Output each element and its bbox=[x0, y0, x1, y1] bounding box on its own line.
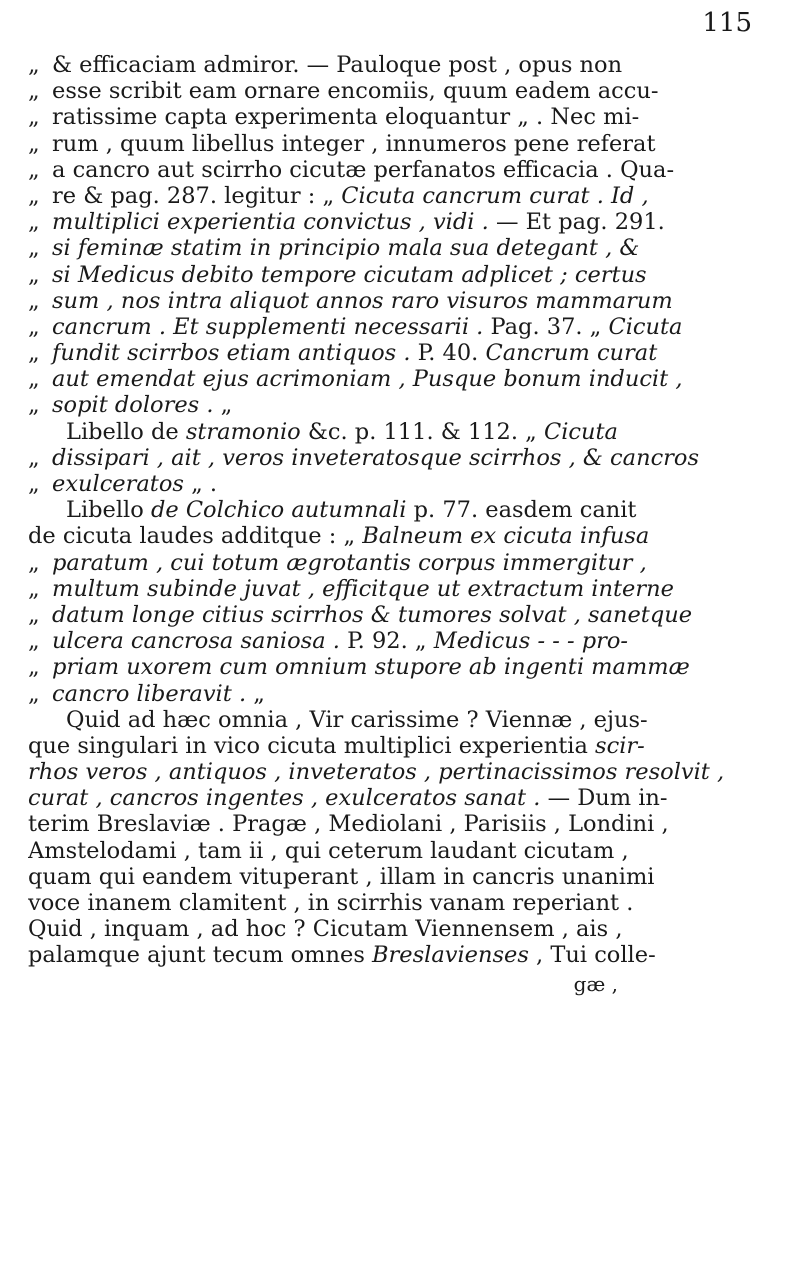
roman-text: „ bbox=[220, 392, 233, 419]
catchword: gæ , bbox=[573, 972, 618, 996]
italic-text: si Medicus debito tempore cicutam adplicet ; certus bbox=[52, 261, 647, 288]
italic-text: ulcera cancrosa saniosa . bbox=[52, 628, 348, 655]
roman-text: rum , quum libellus integer , innumeros pene referat bbox=[52, 130, 656, 157]
text-line bbox=[28, 314, 788, 340]
roman-text: palamque ajunt tecum omnes bbox=[28, 942, 373, 969]
italic-text: de Colchico autumnali bbox=[150, 497, 407, 524]
italic-text: Cicuta bbox=[608, 313, 683, 340]
text-line bbox=[28, 942, 788, 968]
page-number: 115 bbox=[702, 8, 752, 38]
quotation-mark: „ bbox=[28, 340, 40, 367]
text-line bbox=[28, 183, 788, 209]
quotation-mark: „ bbox=[28, 235, 40, 262]
roman-text: que singulari in vico cicuta multiplici experientia bbox=[28, 732, 596, 759]
text-line bbox=[28, 157, 788, 183]
roman-text: Libello de bbox=[66, 418, 186, 445]
text-line bbox=[28, 602, 788, 628]
quotation-mark: „ bbox=[28, 549, 40, 576]
text-line bbox=[28, 288, 788, 314]
text-line bbox=[28, 890, 788, 916]
roman-text: terim Breslaviæ . Pragæ , Mediolani , Parisiis , Londini , bbox=[28, 811, 669, 838]
text-line bbox=[28, 392, 788, 418]
quotation-mark: „ bbox=[28, 366, 40, 393]
quotation-mark: „ bbox=[28, 444, 40, 471]
italic-text: fundit scirrbos etiam antiquos . bbox=[52, 340, 418, 367]
quotation-mark: „ bbox=[28, 575, 40, 602]
text-line bbox=[28, 576, 788, 602]
text-line bbox=[28, 628, 788, 654]
italic-text: dissipari , ait , veros inveteratosque scirrhos , & cancros bbox=[52, 444, 700, 471]
roman-text: Pag. 37. „ bbox=[490, 313, 609, 340]
text-line bbox=[28, 838, 788, 864]
text-line bbox=[28, 916, 788, 942]
italic-text: Cicuta bbox=[543, 418, 618, 445]
roman-text: — Et pag. 291. bbox=[495, 209, 665, 236]
roman-text: de cicuta laudes additque : „ bbox=[28, 523, 363, 550]
italic-text: aut emendat ejus acrimoniam , Pusque bonum inducit , bbox=[52, 366, 683, 393]
text-line bbox=[28, 811, 788, 837]
text-line bbox=[28, 262, 788, 288]
text-line bbox=[28, 654, 788, 680]
roman-text: Amstelodami , tam ii , qui ceterum laudant cicutam , bbox=[28, 837, 629, 864]
italic-text: Medicus - - - pro- bbox=[433, 628, 629, 655]
italic-text: sum , nos intra aliquot annos raro visuros mammarum bbox=[52, 287, 673, 314]
roman-text: „ bbox=[253, 680, 265, 707]
roman-text: Libello bbox=[66, 497, 151, 524]
quotation-mark: „ bbox=[28, 680, 40, 707]
text-line bbox=[28, 104, 788, 130]
roman-text: & efficaciam admiror. — Pauloque post , opus non bbox=[52, 52, 623, 78]
italic-text: Cicuta cancrum curat . Id , bbox=[341, 182, 649, 209]
text-line bbox=[28, 131, 788, 157]
italic-text: rhos veros , antiquos , inveteratos , pertinacissimos resolvit , bbox=[28, 759, 725, 786]
roman-text: voce inanem clamitent , in scirrhis vanam reperiant . bbox=[28, 890, 634, 916]
quotation-mark: „ bbox=[28, 261, 40, 288]
quotation-mark: „ bbox=[28, 628, 40, 655]
text-line bbox=[28, 78, 788, 104]
quotation-mark: „ bbox=[28, 78, 40, 105]
text-line bbox=[28, 366, 788, 392]
italic-text: si feminæ statim in principio mala sua detegant , & bbox=[52, 235, 640, 262]
roman-text: re & pag. 287. legitur : „ bbox=[52, 182, 342, 209]
quotation-mark: „ bbox=[28, 392, 40, 419]
text-line bbox=[28, 759, 788, 785]
text-line bbox=[28, 681, 788, 707]
text-line bbox=[28, 864, 788, 890]
text-line bbox=[28, 419, 788, 445]
italic-text: multum subinde juvat , efficitque ut extractum interne bbox=[52, 575, 674, 602]
text-line bbox=[28, 497, 788, 523]
quotation-mark: „ bbox=[28, 654, 40, 681]
italic-text: datum longe citius scirrhos & tumores solvat , sanetque bbox=[52, 601, 693, 628]
italic-text: Breslavienses bbox=[372, 942, 529, 969]
text-line bbox=[28, 523, 788, 549]
quotation-mark: „ bbox=[28, 182, 40, 209]
quotation-mark: „ bbox=[28, 156, 40, 183]
italic-text: Balneum ex cicuta infusa bbox=[362, 523, 650, 550]
roman-text: ratissime capta experimenta eloquantur „ . Nec mi- bbox=[52, 104, 640, 131]
italic-text: Cancrum curat bbox=[485, 340, 658, 367]
italic-text: sopit dolores . bbox=[52, 392, 221, 419]
roman-text: &c. p. 111. & 112. „ bbox=[300, 418, 544, 445]
roman-text: P. 40. bbox=[417, 340, 486, 367]
quotation-mark: „ bbox=[28, 52, 40, 78]
quotation-mark: „ bbox=[28, 471, 40, 497]
roman-text: P. 92. „ bbox=[347, 628, 434, 655]
quotation-mark: „ bbox=[28, 130, 40, 157]
italic-text: priam uxorem cum omnium stupore ab ingenti mammæ bbox=[52, 654, 690, 681]
text-line bbox=[28, 785, 788, 811]
quotation-mark: „ bbox=[28, 209, 40, 236]
italic-text: paratum , cui totum ægrotantis corpus immergitur , bbox=[52, 549, 647, 576]
text-line bbox=[28, 52, 788, 78]
roman-text: , Tui colle- bbox=[528, 942, 656, 969]
italic-text: cancrum . Et supplementi necessarii . bbox=[52, 313, 491, 340]
italic-text: cancro liberavit . bbox=[52, 680, 254, 707]
text-line bbox=[28, 471, 788, 497]
italic-text: multiplici experientia convictus , vidi . bbox=[52, 209, 496, 236]
text-line bbox=[28, 235, 788, 261]
roman-text: „ . bbox=[191, 471, 218, 497]
text-line bbox=[28, 445, 788, 471]
italic-text: exulceratos bbox=[52, 471, 192, 497]
text-line bbox=[28, 550, 788, 576]
roman-text: p. 77. easdem canit bbox=[406, 497, 637, 524]
quotation-mark: „ bbox=[28, 287, 40, 314]
text-line bbox=[28, 209, 788, 235]
text-line bbox=[28, 707, 788, 733]
italic-text: stramonio bbox=[185, 418, 301, 445]
italic-text: scir- bbox=[595, 732, 645, 759]
roman-text: Quid ad hæc omnia , Vir carissime ? Viennæ , ejus- bbox=[66, 706, 648, 733]
roman-text: Quid , inquam , ad hoc ? Cicutam Viennensem , ais , bbox=[28, 916, 623, 943]
roman-text: — Dum in- bbox=[547, 785, 668, 812]
roman-text: quam qui eandem vituperant , illam in cancris unanimi bbox=[28, 863, 655, 890]
roman-text: a cancro aut scirrho cicutæ perfanatos efficacia . Qua- bbox=[52, 156, 675, 183]
latin-text-body bbox=[28, 52, 788, 996]
quotation-mark: „ bbox=[28, 104, 40, 131]
italic-text: curat , cancros ingentes , exulceratos sanat . bbox=[28, 785, 548, 812]
text-line bbox=[28, 733, 788, 759]
quotation-mark: „ bbox=[28, 601, 40, 628]
roman-text: esse scribit eam ornare encomiis, quum eadem accu- bbox=[52, 78, 659, 105]
text-line bbox=[28, 340, 788, 366]
quotation-mark: „ bbox=[28, 313, 40, 340]
